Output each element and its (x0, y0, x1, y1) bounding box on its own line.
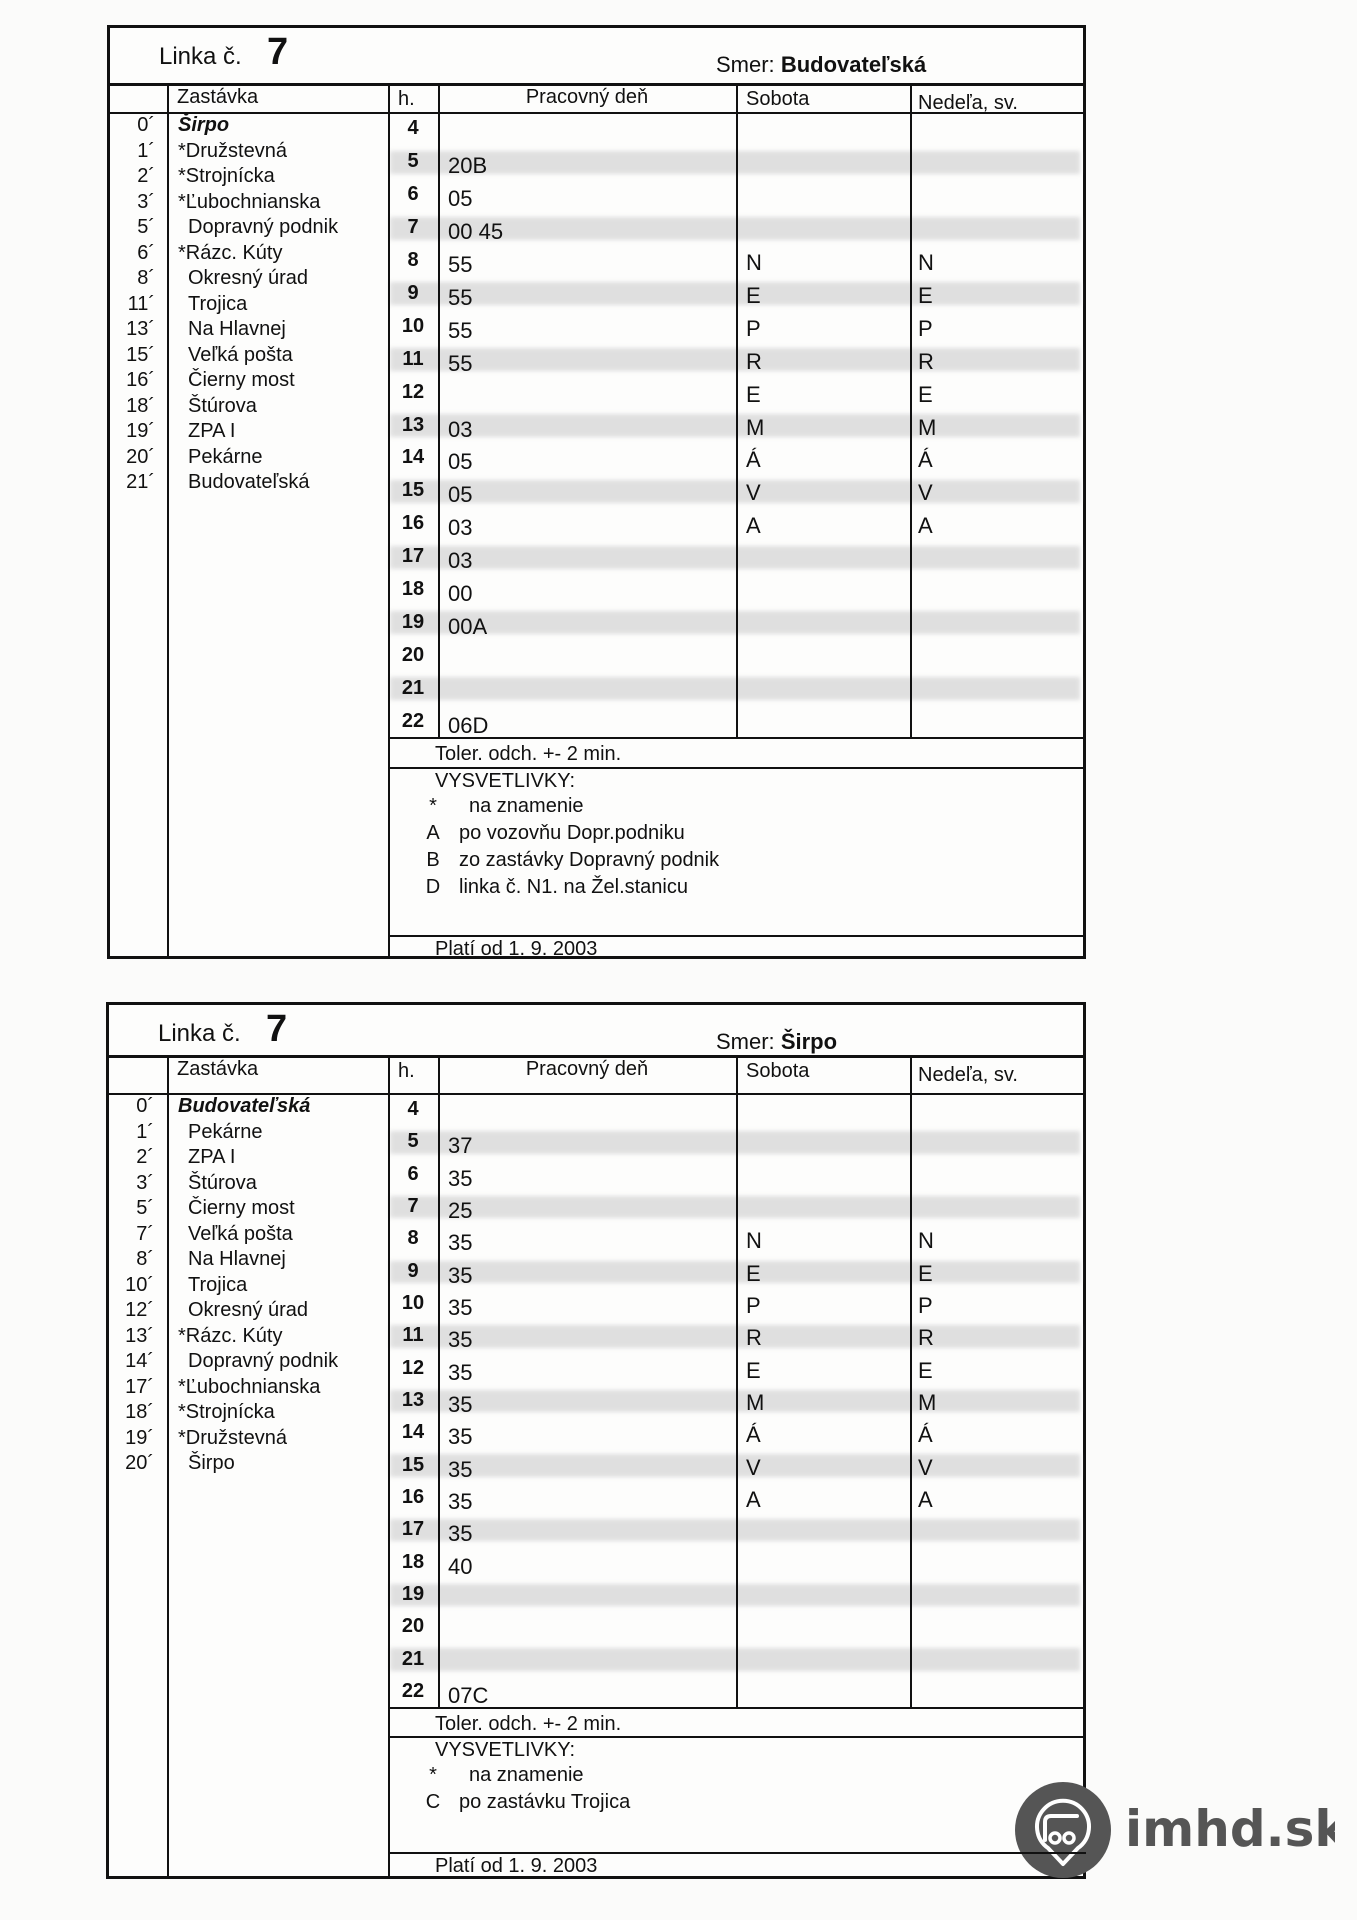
stop-name: Štúrova (188, 394, 257, 417)
hour-cell: 11 (402, 347, 424, 370)
saturday-note-letter: R (746, 1325, 762, 1351)
header-saturday: Sobota (746, 88, 810, 110)
workday-departures: 35 (448, 1230, 473, 1256)
direction-value: Budovateľská (780, 52, 927, 77)
legend-text: na znamenie (469, 1764, 584, 1786)
hour-cell: 6 (407, 183, 419, 206)
workday-departures: 35 (448, 1488, 473, 1514)
stop-name: Pekárne (188, 445, 263, 468)
workday-departures: 35 (448, 1262, 473, 1288)
legend-end-line (388, 1852, 1086, 1854)
stop-minutes: 18´ (125, 1401, 154, 1423)
tolerance-note: Toler. odch. +- 2 min. (435, 743, 622, 765)
workday-departures: 25 (448, 1198, 473, 1224)
saturday-note-letter: R (746, 348, 762, 374)
saturday-note-letter: P (746, 1293, 761, 1319)
row-shading (390, 1325, 1080, 1347)
workday-departures: 00 45 (448, 219, 504, 245)
saturday-note-letter: E (746, 381, 761, 407)
sunday-note-letter: P (918, 315, 933, 341)
stop-minutes: 16´ (126, 369, 155, 391)
stop-name: ZPA I (188, 1146, 236, 1168)
saturday-note-letter: A (746, 513, 761, 539)
hour-cell: 9 (407, 281, 419, 304)
stop-minutes: 15´ (126, 343, 155, 366)
hour-cell: 15 (401, 479, 425, 502)
legend-text: po vozovňu Dopr.podniku (459, 822, 685, 844)
stop-name: ZPA I (188, 420, 236, 442)
header-saturday: Sobota (746, 1060, 810, 1082)
hour-cell: 14 (401, 446, 425, 469)
stop-name: Budovateľská (178, 1095, 311, 1117)
hour-cell: 15 (401, 1453, 425, 1476)
direction-label: Smer: (716, 52, 775, 77)
hour-cell: 11 (402, 1324, 424, 1347)
hour-cell: 22 (401, 709, 425, 732)
sunday-note-letter: A (918, 1486, 933, 1512)
row-shading (390, 546, 1080, 569)
hour-cell: 8 (407, 249, 419, 272)
stop-name: *Ľubochnianska (178, 190, 321, 213)
row-shading (390, 611, 1080, 634)
workday-departures: 05 (448, 186, 473, 212)
legend-text: na znamenie (469, 795, 584, 817)
row-shading (390, 480, 1080, 503)
legend-title: VYSVETLIVKY: (435, 1739, 576, 1761)
legend-key: A (426, 822, 440, 844)
hour-cell: 16 (401, 1485, 425, 1508)
legend-key: * (429, 795, 437, 817)
stop-name: Pekárne (188, 1120, 263, 1143)
imhd-logo (1015, 1782, 1335, 1887)
hour-cell: 19 (401, 610, 425, 633)
col-divider (736, 83, 738, 737)
stop-name: Okresný úrad (188, 267, 309, 289)
hour-cell: 20 (401, 1615, 425, 1638)
col-divider (167, 1055, 169, 1879)
stop-name: Trojica (188, 292, 248, 315)
stop-minutes: 5´ (136, 1197, 154, 1219)
sunday-note-letter: M (918, 414, 937, 440)
saturday-note-letter: N (746, 250, 762, 276)
saturday-note-letter: P (746, 315, 761, 341)
col-divider (438, 1055, 440, 1707)
legend-text: zo zastávky Dopravný podnik (459, 849, 720, 871)
hour-cell: 13 (401, 1389, 425, 1411)
stop-minutes: 1´ (136, 1120, 154, 1143)
hour-cell: 6 (407, 1162, 419, 1185)
saturday-note-letter: Á (746, 447, 761, 473)
sunday-note-letter: R (918, 1325, 934, 1351)
stop-minutes: 21´ (126, 471, 155, 493)
hour-cell: 13 (401, 413, 425, 436)
saturday-note-letter: M (746, 414, 765, 440)
rows-end-line (388, 737, 1086, 739)
saturday-note-letter: E (746, 1260, 761, 1286)
stop-minutes: 13´ (126, 318, 155, 340)
workday-departures: 35 (448, 1521, 473, 1547)
sunday-note-letter: Á (918, 1422, 933, 1448)
sunday-note-letter: E (918, 282, 933, 308)
rows-end-line (388, 1707, 1086, 1709)
workday-departures: 07C (448, 1682, 489, 1708)
row-shading (390, 282, 1080, 305)
hour-cell: 12 (401, 380, 425, 403)
row-shading (390, 1519, 1080, 1541)
hour-cell: 21 (401, 1647, 425, 1670)
stop-minutes: 2´ (136, 1146, 154, 1168)
stop-name: Na Hlavnej (188, 1248, 286, 1270)
hour-cell: 4 (407, 1098, 419, 1121)
stop-name: Štúrova (188, 1171, 257, 1194)
row-shading (390, 1390, 1080, 1412)
header-stop: Zastávka (177, 86, 259, 108)
direction-value: Širpo (780, 1029, 838, 1054)
stop-name: *Družstevná (178, 1426, 287, 1449)
col-divider (167, 83, 169, 959)
stop-name: Širpo (178, 114, 230, 136)
workday-departures: 35 (448, 1295, 473, 1321)
saturday-note-letter: E (746, 282, 761, 308)
workday-departures: 37 (448, 1133, 473, 1159)
line-number: 7 (266, 1008, 288, 1050)
workday-departures: 55 (448, 350, 473, 376)
workday-departures: 03 (448, 515, 473, 541)
hour-cell: 16 (401, 512, 425, 535)
stop-name: Budovateľská (188, 471, 310, 493)
sunday-note-letter: R (918, 348, 934, 374)
sunday-note-letter: E (918, 1260, 933, 1286)
hour-cell: 19 (401, 1582, 425, 1605)
sunday-note-letter: E (918, 381, 933, 407)
stop-minutes: 0´ (137, 114, 155, 136)
row-shading (390, 414, 1080, 437)
stop-minutes: 20´ (126, 445, 155, 468)
legend-key: * (429, 1764, 437, 1786)
stop-minutes: 0´ (136, 1095, 154, 1117)
hour-cell: 10 (401, 1292, 425, 1315)
stop-name: *Strojnícka (178, 1401, 275, 1423)
header-stop: Zastávka (177, 1058, 259, 1080)
hour-cell: 22 (401, 1679, 425, 1702)
stop-minutes: 2´ (137, 165, 155, 187)
line-label: Linka č. (159, 43, 242, 70)
row-shading (390, 1131, 1080, 1153)
workday-departures: 05 (448, 449, 473, 475)
brand-name: imhd.sk (1125, 1800, 1335, 1858)
saturday-note-letter: M (746, 1390, 765, 1415)
hour-cell: 9 (407, 1259, 419, 1282)
row-shading (390, 1196, 1080, 1218)
sunday-note-letter: N (918, 1228, 934, 1254)
workday-departures: 05 (448, 482, 473, 508)
stop-minutes: 17´ (125, 1375, 154, 1398)
row-shading (390, 1454, 1080, 1476)
row-shading (390, 1648, 1080, 1670)
saturday-note-letter: E (746, 1357, 761, 1383)
workday-departures: 35 (448, 1327, 473, 1353)
workday-departures: 35 (448, 1456, 473, 1482)
direction-label: Smer: (716, 1029, 775, 1054)
workday-departures: 35 (448, 1359, 473, 1385)
stop-minutes: 3´ (137, 190, 155, 213)
tolerance-note: Toler. odch. +- 2 min. (435, 1713, 622, 1735)
workday-departures: 35 (448, 1424, 473, 1450)
legend-title: VYSVETLIVKY: (435, 770, 576, 792)
workday-departures: 06D (448, 712, 489, 738)
stop-minutes: 20´ (125, 1452, 154, 1474)
saturday-note-letter: V (746, 480, 761, 506)
line-label: Linka č. (158, 1020, 241, 1047)
hour-cell: 4 (407, 117, 419, 140)
sunday-note-letter: E (918, 1357, 933, 1383)
stop-minutes: 8´ (137, 267, 155, 289)
col-divider (910, 1055, 912, 1707)
sunday-note-letter: A (918, 513, 933, 539)
row-shading (390, 151, 1080, 174)
stop-name: *Strojnícka (178, 165, 275, 187)
stop-name: *Rázc. Kúty (178, 241, 283, 264)
stop-minutes: 19´ (126, 420, 155, 442)
stop-name: Na Hlavnej (188, 318, 286, 340)
hour-cell: 10 (401, 314, 425, 337)
legend-text: linka č. N1. na Žel.stanicu (459, 876, 688, 898)
stop-minutes: 6´ (137, 241, 155, 264)
stop-minutes: 12´ (125, 1299, 154, 1321)
workday-departures: 00 (448, 580, 473, 606)
direction (716, 52, 926, 78)
header-sunday: Nedeľa, sv. (918, 1064, 1018, 1086)
stop-name: Dopravný podnik (188, 1350, 339, 1372)
hour-cell: 18 (401, 1550, 425, 1573)
imhd-logo-icon (1015, 1782, 1335, 1882)
workday-departures: 55 (448, 317, 473, 343)
hour-cell: 7 (407, 216, 419, 239)
col-divider (736, 1055, 738, 1707)
sunday-note-letter: M (918, 1390, 937, 1415)
legend-key: C (425, 1791, 441, 1813)
stop-minutes: 1´ (137, 139, 155, 162)
saturday-note-letter: V (746, 1454, 761, 1480)
sunday-note-letter: V (918, 1454, 933, 1480)
validity-date: Platí od 1. 9. 2003 (435, 938, 598, 960)
sunday-note-letter: N (918, 250, 934, 276)
stop-name: Čierny most (188, 369, 295, 391)
hour-cell: 20 (401, 643, 425, 666)
row-shading (390, 348, 1080, 371)
stop-minutes: 7´ (136, 1222, 154, 1245)
workday-departures: 55 (448, 252, 473, 278)
stop-minutes: 11´ (127, 292, 155, 315)
workday-departures: 03 (448, 548, 473, 574)
hour-cell: 8 (407, 1227, 419, 1250)
hour-cell: 7 (407, 1195, 419, 1218)
stop-name: *Družstevná (178, 139, 287, 162)
hour-cell: 17 (401, 545, 425, 568)
stop-name: Trojica (188, 1273, 248, 1296)
stop-name: Veľká pošta (188, 343, 293, 366)
stop-name: Dopravný podnik (188, 216, 339, 238)
stop-minutes: 8´ (136, 1248, 154, 1270)
workday-departures: 40 (448, 1553, 473, 1579)
col-divider (910, 83, 912, 737)
hour-cell: 18 (401, 577, 425, 600)
hour-cell: 14 (401, 1421, 425, 1444)
stop-name: Čierny most (188, 1197, 295, 1219)
stop-minutes: 10´ (125, 1273, 154, 1296)
hour-cell: 17 (401, 1518, 425, 1541)
stop-minutes: 3´ (136, 1171, 154, 1194)
tolerance-end-line (388, 767, 1086, 769)
legend-text: po zastávku Trojica (459, 1791, 631, 1813)
header-workday: Pracovný deň (525, 86, 649, 108)
stop-minutes: 13´ (125, 1324, 154, 1347)
stop-minutes: 19´ (125, 1426, 154, 1449)
stop-minutes: 18´ (126, 394, 155, 417)
workday-departures: 03 (448, 416, 473, 442)
line-number: 7 (267, 31, 289, 73)
validity-date: Platí od 1. 9. 2003 (435, 1855, 598, 1877)
hour-cell: 5 (407, 1130, 419, 1153)
legend-key: B (426, 849, 440, 871)
header-sunday: Nedeľa, sv. (918, 92, 1018, 114)
stop-name: *Ľubochnianska (178, 1375, 321, 1398)
hour-cell: 5 (407, 150, 419, 173)
header-workday: Pracovný deň (525, 1058, 649, 1080)
workday-departures: 20B (448, 153, 488, 179)
sunday-note-letter: P (918, 1293, 933, 1319)
legend-end-line (388, 935, 1086, 937)
header-hour: h. (398, 1060, 415, 1082)
workday-departures: 35 (448, 1165, 473, 1191)
saturday-note-letter: Á (746, 1422, 761, 1448)
stop-minutes: 5´ (137, 216, 155, 238)
stop-name: *Rázc. Kúty (178, 1324, 283, 1347)
col-divider (438, 83, 440, 737)
workday-departures: 55 (448, 284, 473, 310)
stop-name: Okresný úrad (188, 1299, 309, 1321)
tolerance-end-line (388, 1736, 1086, 1738)
stop-minutes: 14´ (125, 1350, 154, 1372)
sunday-note-letter: Á (918, 447, 933, 473)
hour-cell: 21 (401, 676, 425, 699)
sunday-note-letter: V (918, 480, 933, 506)
stop-name: Širpo (188, 1452, 235, 1474)
saturday-note-letter: A (746, 1486, 761, 1512)
direction (716, 1029, 837, 1055)
saturday-note-letter: N (746, 1228, 762, 1254)
workday-departures: 00A (448, 613, 488, 639)
row-shading (390, 1584, 1080, 1606)
workday-departures: 35 (448, 1392, 473, 1417)
row-shading (390, 1261, 1080, 1283)
stop-name: Veľká pošta (188, 1222, 293, 1245)
header-hour: h. (398, 88, 415, 110)
row-shading (390, 677, 1080, 700)
hour-cell: 12 (401, 1356, 425, 1379)
legend-key: D (425, 876, 441, 898)
